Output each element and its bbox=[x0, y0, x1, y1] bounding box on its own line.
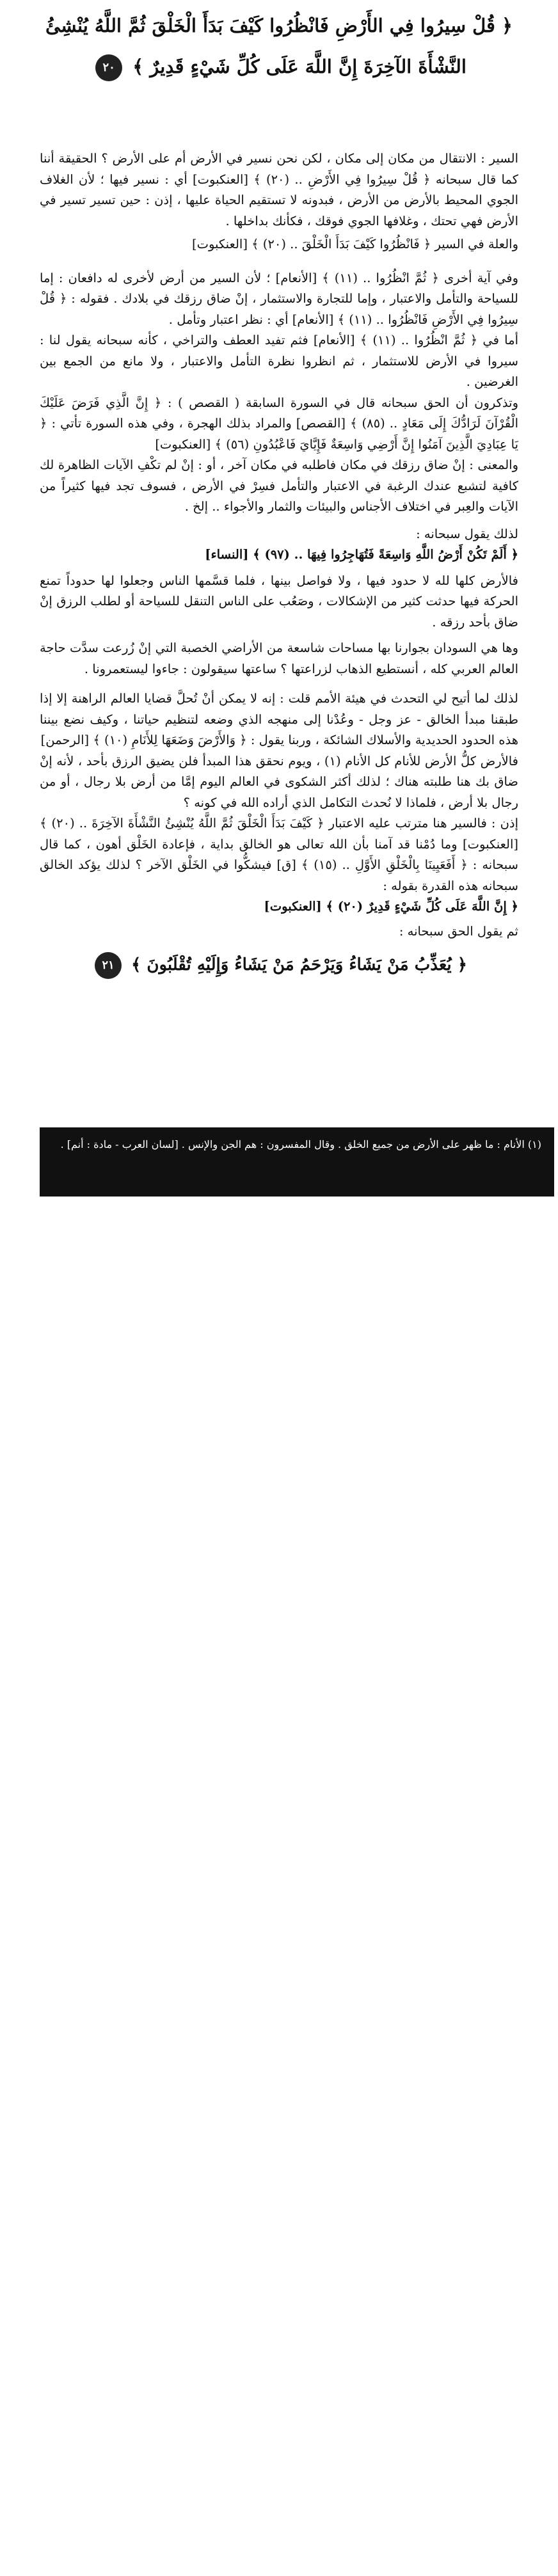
ayah-number-badge: ٢٠ bbox=[95, 54, 122, 81]
closing-verse bbox=[40, 947, 518, 983]
paragraph: ﴿ أَلَمْ تَكُنْ أَرْضُ اللَّهِ وَاسِعَةً فَتُهَاجِرُوا فِيهَا .. (٩٧) ﴾ [النساء] bbox=[205, 547, 518, 562]
paragraph: أما في ﴿ ثُمَّ انْظُرُوا .. (١١) ﴾ [الأنعام] فثم تفيد العطف والتراخي ، كأنه سبحانه يقول لنا : سيروا في الأرض للاستثمار ، ثم انظروا نظرة التأمل والاعتبار ، ولا مانع من الجمع بين الغرضين . bbox=[40, 333, 518, 389]
paragraph: والمعنى : إنْ ضاق رزقك في مكان فاطلبه في مكان آخر ، أو : إنْ لم تكْفِ الآيات الظاهرة لك كافية لتشبع عندك الرغبة في الاعتبار والتأمل فسِرْ في الأرض ، فسوف تجد فيها كثيراً من الآيات والعِبر في اختلاف الأجناس والبيئات والثمار والأجواء .. إلخ . bbox=[40, 457, 518, 514]
paragraph: السير : الانتقال من مكان إلى مكان ، لكن نحن نسير في الأرض أم على الأرض ؟ الحقيقة أننا كما قال سبحانه ﴿ قُلْ سِيرُوا فِي الأَرْضِ .. (٢٠) ﴾ [العنكبوت] أي : نسير فيها ؛ لأن الغلاف الجوي المحيط بالأرض من الأرض ، فبدونه لا تستقيم الحياة عليها ، إذن : حين تسير تسير في الأرض فهي تحتك ، وغلافها الجوي فوقك ، فكأنك بداخلها . bbox=[40, 151, 518, 228]
opening-verse-text: ﴿ قُلْ سِيرُوا فِي الأَرْضِ فَانْظُرُوا كَيْفَ بَدَأَ الْخَلْقَ ثُمَّ اللَّهُ يُنْشِئُ النَّشْأَةَ الآخِرَةَ إِنَّ اللَّهَ عَلَى كُلِّ شَيْءٍ قَدِيرٌ ﴾ bbox=[45, 15, 513, 77]
paragraph: وها هي السودان بجوارنا بها مساحات شاسعة من الأراضي الخصبة التي إنْ زُرعت سدَّت حاجة العالم العربي كله ، أنستطيع الذهاب لزراعتها ؟ ساعتها سيقولون : جاءوا ليستعمرونا . bbox=[40, 640, 518, 676]
paragraph: فالأرض كلُّ الأرض للأنام كل الأنام (١) ، ويوم نحقق هذا المبدأ فلن يضيق الرزق بأحد ، لأنه إنْ ضاق بك هنا طلبته هناك ؛ لذلك أكثر الشكوى في العالم اليوم إمَّا من أرض بلا رجال ، أو من رجال بلا أرض ، فلماذا لا نُحدث التكامل الذي أراده الله في كونه ؟ bbox=[40, 753, 518, 810]
paragraph: وتذكرون أن الحق سبحانه قال في السورة السابقة ( القصص ) : ﴿ إِنَّ الَّذِي فَرَضَ عَلَيْكَ الْقُرْآنَ لَرَادُّكَ إِلَى مَعَادٍ .. (٨٥) ﴾ [القصص] والمراد بذلك الهجرة ، وفي هذه السورة تأتي : ﴿ يَا عِبَادِيَ الَّذِينَ آمَنُوا إِنَّ أَرْضِي وَاسِعَةٌ فَإِيَّايَ فَاعْبُدُونِ (٥٦) ﴾ [العنكبوت] bbox=[40, 395, 519, 452]
paragraph: ﴿ إِنَّ اللَّهَ عَلَى كُلِّ شَيْءٍ قَدِيرٌ (٢٠) ﴾ [العنكبوت] bbox=[264, 899, 518, 914]
paragraph: والعلة في السير ﴿ فَانْظُرُوا كَيْفَ بَدَأَ الْخَلْقَ .. (٢٠) ﴾ [العنكبوت] bbox=[191, 237, 518, 251]
footnote-text: (١) الأنام : ما ظهر على الأرض من جميع الخلق . وقال المفسرون : هم الجن والإنس . [لسان العرب - مادة : أنم] . bbox=[60, 1138, 541, 1150]
paragraph: إذن : فالسير هنا مترتب عليه الاعتبار ﴿ كَيْفَ بَدَأَ الْخَلْقَ ثُمَّ اللَّهُ يُنْشِئُ النَّشْأَةَ الآخِرَةَ .. (٢٠) ﴾ [العنكبوت] وما دُمْنا قد آمنا بأن الله تعالى هو الخالق بداية ، فإعادة الخَلْق أهون ، كما قال سبحانه : ﴿ أَفَعَيِينَا بِالْخَلْقِ الأَوَّلِ .. (١٥) ﴾ [ق] فيشكُّوا في الخَلْق الآخر ؟ لذلك يؤكد الخالق سبحانه هذه القدرة بقوله : bbox=[40, 816, 518, 893]
closing-verse-text: ﴿ يُعَذِّبُ مَنْ يَشَاءُ وَيَرْحَمُ مَنْ يَشَاءُ وَإِلَيْهِ تُقْلَبُونَ ﴾ bbox=[131, 955, 467, 974]
paragraph: فالأرض كلها لله لا حدود فيها ، ولا فواصل بينها ، فلما قسَّمها الناس وجعلوا لها حدوداً تمنع الحركة فيها حدثت كثير من الإشكالات ، وصَعُب على الناس التنقل للسياحة أو لطلب الرزق إنْ ضاق بأحد رزقه . bbox=[40, 573, 518, 630]
book-page bbox=[40, 0, 518, 1126]
opening-verse bbox=[40, 5, 518, 133]
ayah-number-badge: ٢١ bbox=[95, 952, 122, 979]
paragraph: وفي آية أخرى ﴿ ثُمَّ انْظُرُوا .. (١١) ﴾ [الأنعام] ؛ لأن السير من أرض لأخرى له دافعان : إما للسياحة والتأمل والاعتبار ، وإما للتجارة والاستثمار ، إنْ ضاق رزقك في بلادك . فقوله : ﴿ قُلْ سِيرُوا فِي الأَرْضِ فَانْظُرُوا .. (١١) ﴾ [الأنعام] أي : نظر اعتبار وتأمل . bbox=[40, 270, 518, 327]
paragraph: ثم يقول الحق سبحانه : bbox=[399, 923, 518, 939]
paragraph: لذلك يقول سبحانه : bbox=[416, 526, 518, 541]
body-text bbox=[40, 148, 518, 983]
paragraph: لذلك لما أتيح لي التحدث في هيئة الأمم قلت : إنه لا يمكن أنْ تُحلَّ قضايا العالم الراهنة إلا إذا طبقنا مبدأ الخالق - عز وجل - وعُدْنا إلى منهجه الذي وضعه لتنظيم حياتنا ، وكيف نضع بيننا هذه الحدود الحديدية والأسلاك الشائكة ، وربنا يقول : ﴿ وَالأَرْضَ وَضَعَهَا لِلأَنَامِ (١٠) ﴾ [الرحمن] bbox=[40, 691, 518, 747]
footnote bbox=[40, 1127, 554, 1197]
